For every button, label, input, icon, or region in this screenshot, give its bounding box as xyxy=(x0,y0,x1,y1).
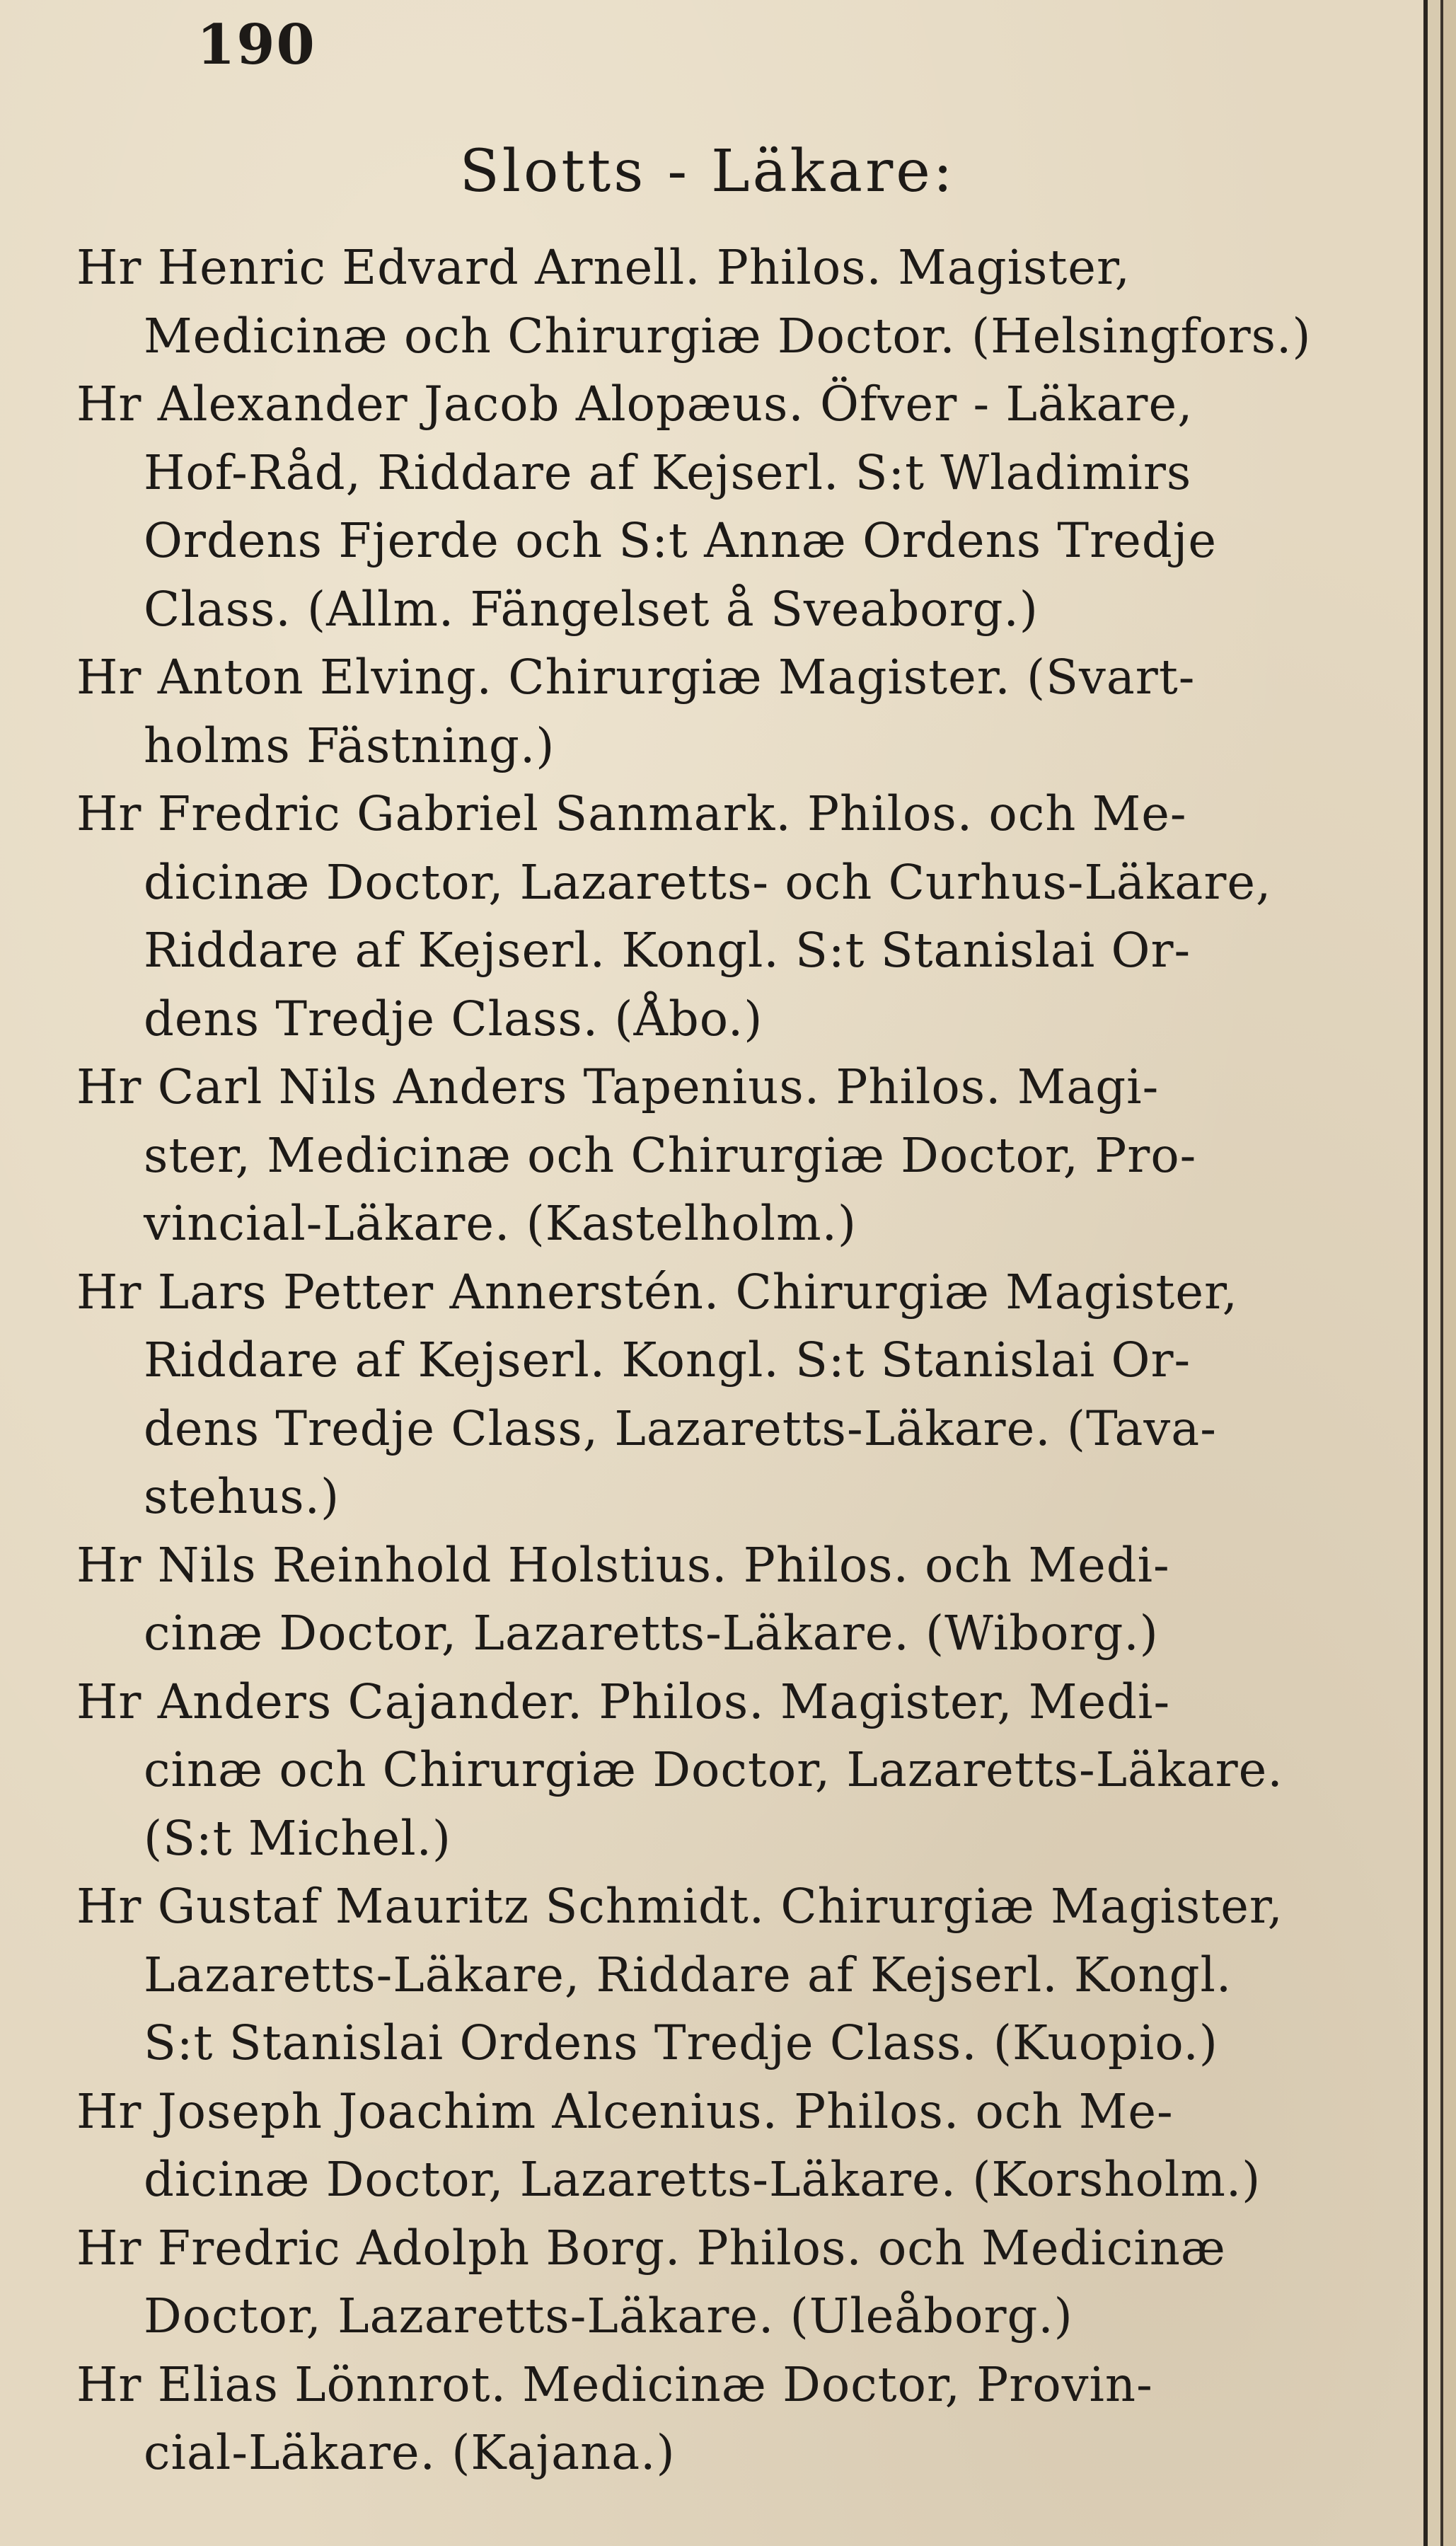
entry-line: vincial-Läkare. (Kastelholm.) xyxy=(144,1196,857,1251)
entry-line: Hr Fredric Adolph Borg. Philos. och Medicinæ xyxy=(76,2220,1226,2276)
entry-line: Hr Henric Edvard Arnell. Philos. Magister, xyxy=(76,240,1131,295)
entry xyxy=(76,2214,1424,2351)
entry xyxy=(76,370,1424,643)
entry-line: Riddare af Kejserl. Kongl. S:t Stanislai Or- xyxy=(144,923,1191,978)
entry-line: dicinæ Doctor, Lazaretts- och Curhus-Läkare, xyxy=(144,854,1272,910)
entry-line: Hr Alexander Jacob Alopæus. Öfver - Läkare, xyxy=(76,376,1194,432)
entry-line: Hr Gustaf Mauritz Schmidt. Chirurgiæ Magister, xyxy=(76,1879,1283,1934)
entry-line: cinæ och Chirurgiæ Doctor, Lazaretts-Läkare. xyxy=(144,1742,1283,1797)
page-edge-shadow xyxy=(1428,0,1440,2546)
entry-line: Hr Elias Lönnrot. Medicinæ Doctor, Provin- xyxy=(76,2356,1153,2412)
entry-line: (S:t Michel.) xyxy=(144,1810,452,1866)
entry-line: dens Tredje Class, Lazaretts-Läkare. (Tava- xyxy=(144,1400,1217,1456)
entry-line: Hr Lars Petter Annerstén. Chirurgiæ Magister, xyxy=(76,1264,1238,1320)
entry xyxy=(76,1872,1424,2078)
entry xyxy=(76,1668,1424,1873)
entry-line: holms Fästning.) xyxy=(144,718,555,773)
entry-line: Riddare af Kejserl. Kongl. S:t Stanislai Or- xyxy=(144,1332,1191,1388)
entry-line: Hr Nils Reinhold Holstius. Philos. och Medi- xyxy=(76,1537,1170,1593)
entry-line: Hr Carl Nils Anders Tapenius. Philos. Magi- xyxy=(76,1059,1160,1114)
entry-line: Hr Anton Elving. Chirurgiæ Magister. (Svart- xyxy=(76,650,1196,705)
entry-line: Doctor, Lazaretts-Läkare. (Uleåborg.) xyxy=(144,2288,1073,2344)
entry xyxy=(76,1258,1424,1531)
entry-line: dicinæ Doctor, Lazaretts-Läkare. (Korsholm.) xyxy=(144,2152,1261,2207)
entry-line: cinæ Doctor, Lazaretts-Läkare. (Wiborg.) xyxy=(144,1606,1159,1661)
entry-line: Lazaretts-Läkare, Riddare af Kejserl. Kongl. xyxy=(144,1947,1232,2003)
entry-line: Hr Fredric Gabriel Sanmark. Philos. och Me- xyxy=(76,786,1187,841)
entry-line: Hr Anders Cajander. Philos. Magister, Medi- xyxy=(76,1674,1171,1729)
entry-line: Medicinæ och Chirurgiæ Doctor. (Helsingfors.) xyxy=(144,308,1312,364)
entry-line: Hof-Råd, Riddare af Kejserl. S:t Wladimirs xyxy=(144,444,1192,500)
entry xyxy=(76,1531,1424,1668)
entry-line: Hr Joseph Joachim Alcenius. Philos. och Me- xyxy=(76,2083,1174,2139)
entry-line: cial-Läkare. (Kajana.) xyxy=(144,2425,676,2480)
entry-line: stehus.) xyxy=(144,1469,340,1524)
entry-line: Class. (Allm. Fängelset å Sveaborg.) xyxy=(144,581,1039,637)
entry-line: dens Tredje Class. (Åbo.) xyxy=(144,991,763,1047)
entry xyxy=(76,1053,1424,1258)
entry xyxy=(76,780,1424,1053)
entry xyxy=(76,234,1424,370)
entry-list xyxy=(76,234,1424,2487)
entry-line: Ordens Fjerde och S:t Annæ Ordens Tredje xyxy=(144,513,1218,568)
entry xyxy=(76,643,1424,780)
entry xyxy=(76,2078,1424,2214)
entry-line: ster, Medicinæ och Chirurgiæ Doctor, Pro- xyxy=(144,1127,1197,1183)
section-heading: Slotts - Läkare: xyxy=(459,138,956,205)
next-page-edge xyxy=(1443,0,1456,2546)
entry xyxy=(76,2351,1424,2487)
entry-line: S:t Stanislai Ordens Tredje Class. (Kuopio.) xyxy=(144,2015,1218,2070)
page-number: 190 xyxy=(197,13,316,77)
